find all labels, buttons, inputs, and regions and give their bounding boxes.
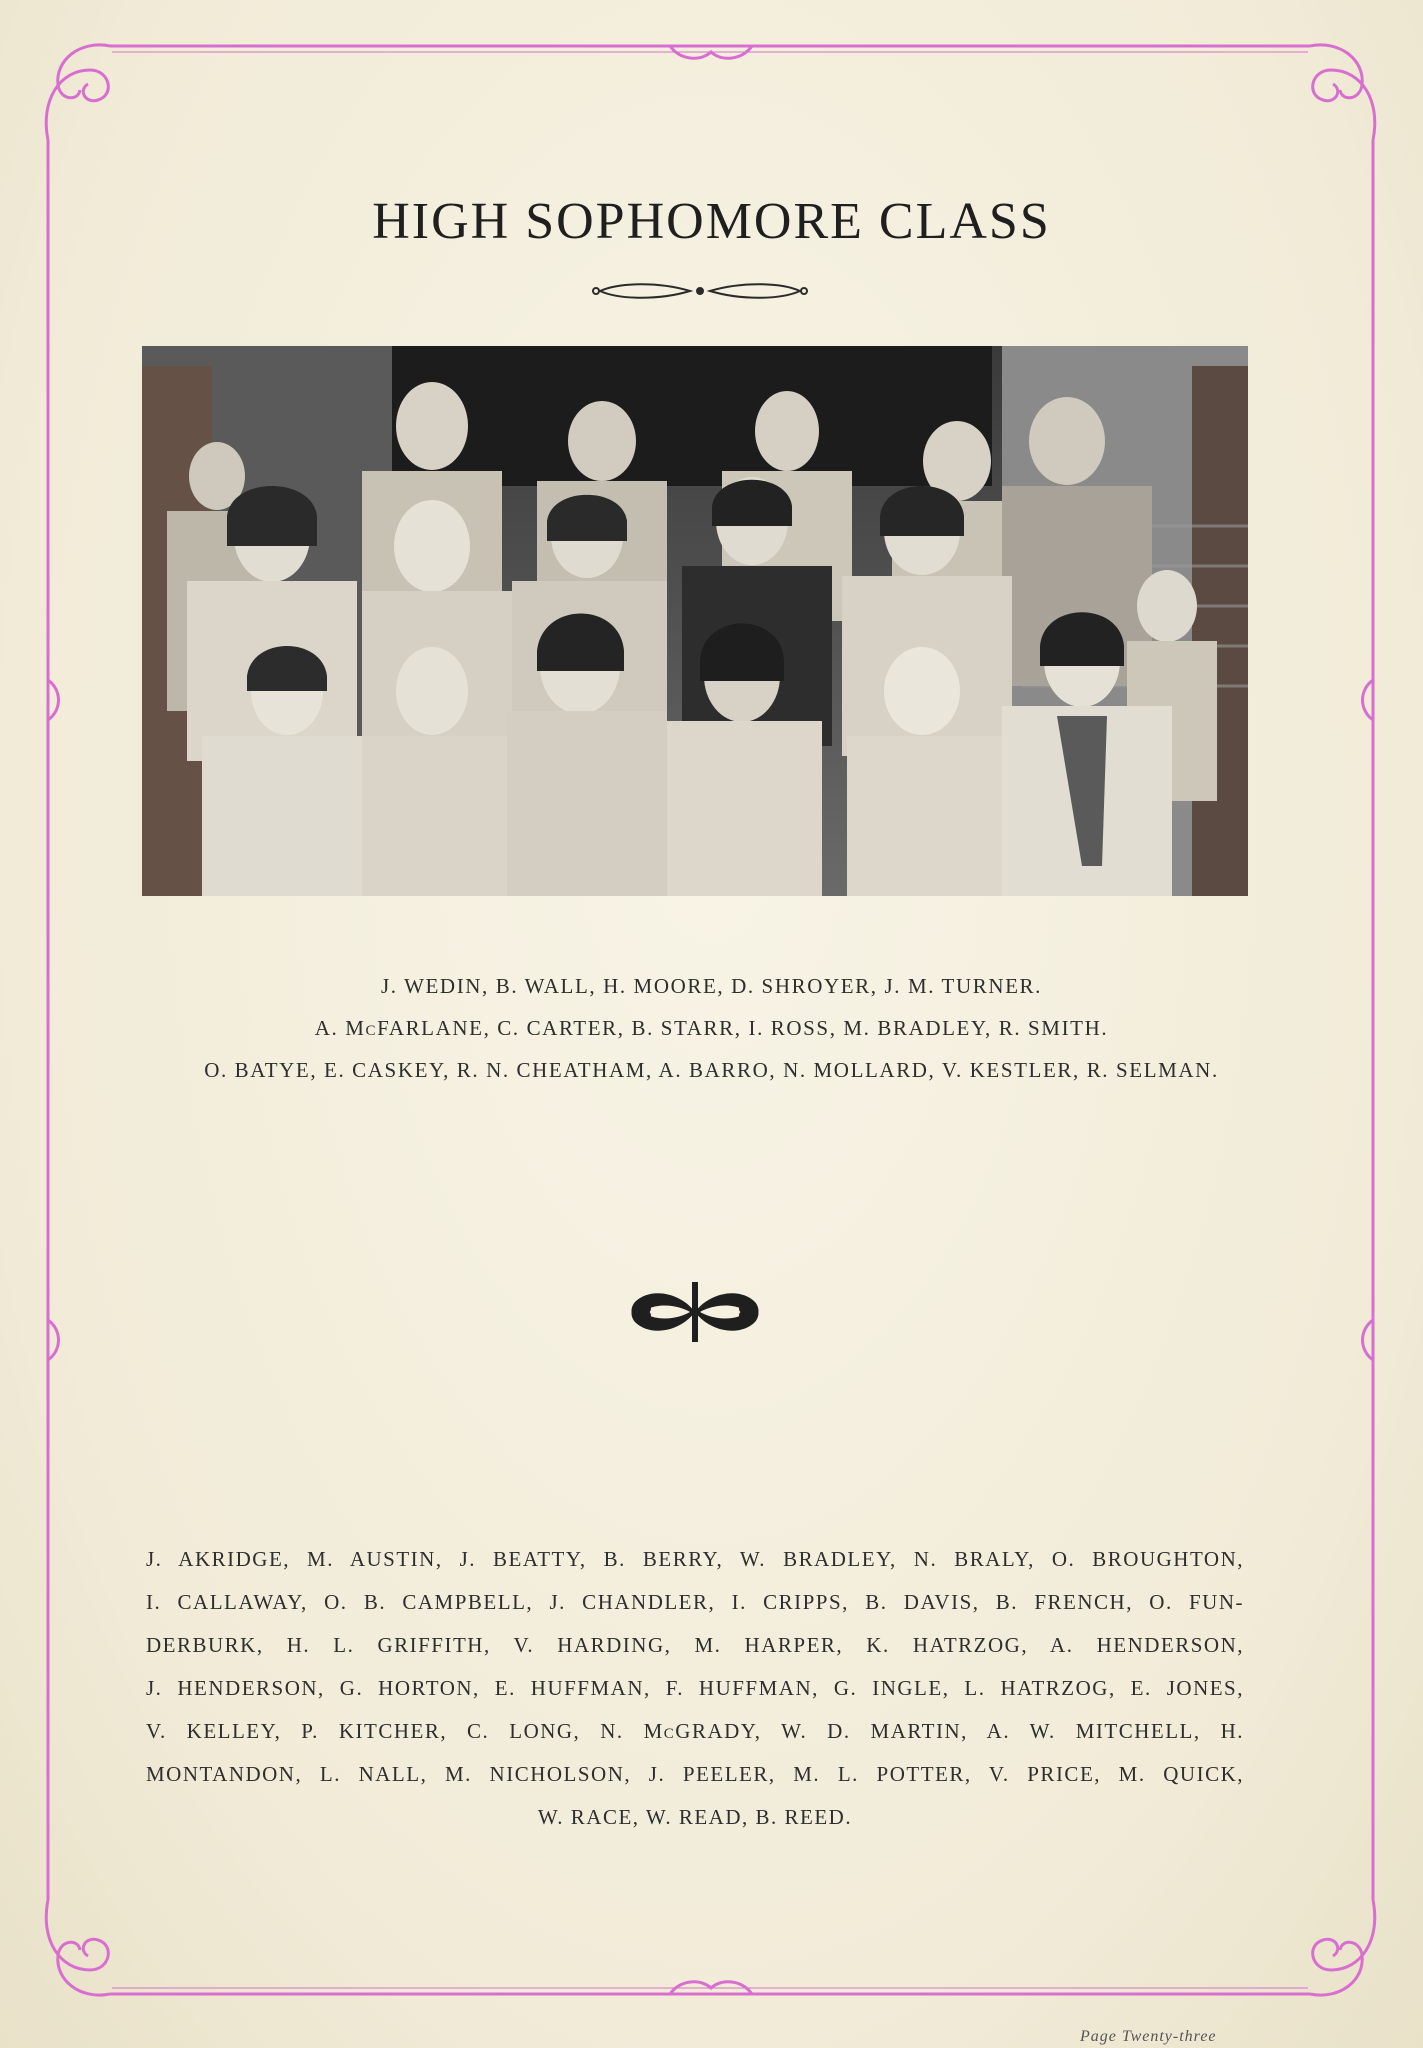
photo-caption-row-3: O. BATYE, E. CASKEY, R. N. CHEATHAM, A. BARRO, N. MOLLARD, V. KESTLER, R. SELMAN. [204, 1058, 1219, 1082]
photo-caption-row-1: J. WEDIN, B. WALL, H. MOORE, D. SHROYER, J. M. TURNER. [380, 974, 1042, 998]
roster-line: DERBURK, H. L. GRIFFITH, V. HARDING, M. HARPER, K. HATRZOG, A. HENDERSON, [146, 1633, 1244, 1657]
page-title: HIGH SOPHOMORE CLASS [372, 193, 1051, 250]
class-group-photo [142, 346, 1248, 896]
photo-caption-row-2: A. McFARLANE, C. CARTER, B. STARR, I. ROSS, M. BRADLEY, R. SMITH. [314, 1016, 1109, 1040]
roster-line: J. HENDERSON, G. HORTON, E. HUFFMAN, F. HUFFMAN, G. INGLE, L. HATRZOG, E. JONES, [146, 1676, 1244, 1700]
roster-line: MONTANDON, L. NALL, M. NICHOLSON, J. PEELER, M. L. POTTER, V. PRICE, M. QUICK, [146, 1762, 1244, 1786]
fleuron-ornament-icon [620, 1272, 770, 1352]
flourish-ornament-icon [590, 278, 810, 304]
roster-line: J. AKRIDGE, M. AUSTIN, J. BEATTY, B. BERRY, W. BRADLEY, N. BRALY, O. BROUGHTON, [146, 1547, 1244, 1571]
roster-line: W. RACE, W. READ, B. REED. [537, 1805, 853, 1829]
class-roster [146, 1538, 1244, 1839]
roster-line: V. KELLEY, P. KITCHER, C. LONG, N. McGRADY, W. D. MARTIN, A. W. MITCHELL, H. [146, 1719, 1244, 1743]
roster-line: I. CALLAWAY, O. B. CAMPBELL, J. CHANDLER, I. CRIPPS, B. DAVIS, B. FRENCH, O. FUN- [146, 1590, 1244, 1614]
page-number: Page Twenty-three [1080, 2028, 1217, 2045]
